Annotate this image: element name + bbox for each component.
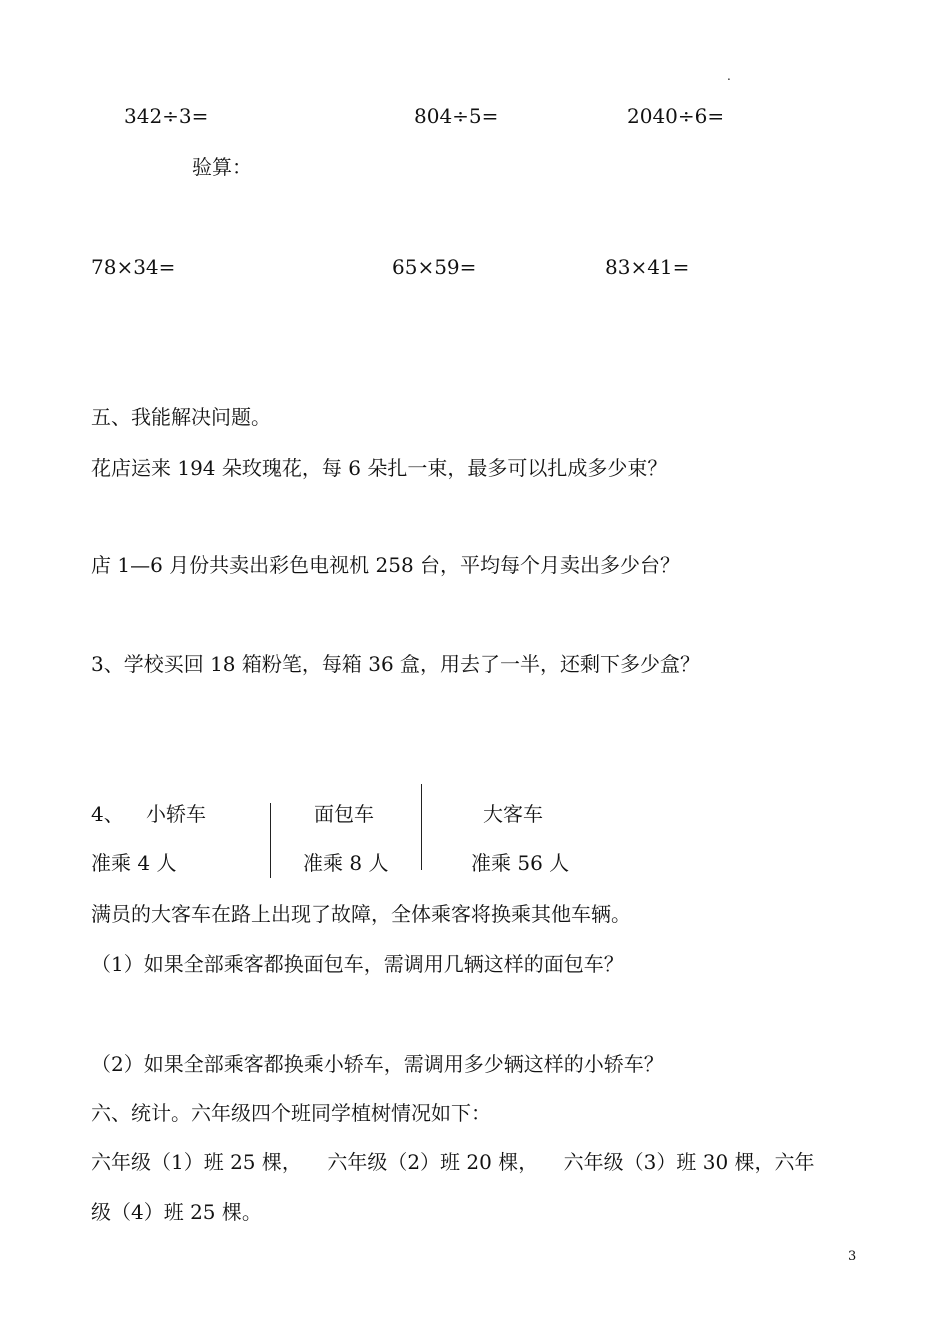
multiplication-problem-1: 78×34=	[91, 255, 176, 279]
division-problem-2: 804÷5=	[414, 104, 499, 128]
question-3: 3、学校买回 18 箱粉笔，每箱 36 盒，用去了一半，还剩下多少盒？	[91, 652, 701, 676]
section5-heading: 五、我能解决问题。	[91, 405, 271, 429]
vehicle-van-capacity: 准乘 8 人	[303, 851, 389, 875]
vehicle-car-name: 小轿车	[146, 802, 206, 826]
vehicle-bus-name: 大客车	[483, 802, 543, 826]
question-4-sub-2: （2）如果全部乘客都换乘小轿车，需调用多少辆这样的小轿车？	[91, 1052, 664, 1076]
division-problem-1: 342÷3=	[124, 104, 209, 128]
question-1: 花店运来 194 朵玫瑰花，每 6 朵扎一束，最多可以扎成多少束？	[91, 456, 668, 480]
vehicle-divider-2	[421, 784, 422, 870]
vehicle-bus-capacity: 准乘 56 人	[471, 851, 570, 875]
multiplication-problem-3: 83×41=	[605, 255, 690, 279]
multiplication-problem-2: 65×59=	[392, 255, 477, 279]
division-problem-3: 2040÷6=	[627, 104, 725, 128]
corner-mark: .	[727, 69, 731, 83]
vehicle-van-name: 面包车	[314, 802, 374, 826]
question-4-statement: 满员的大客车在路上出现了故障，全体乘客将换乘其他车辆。	[91, 902, 631, 926]
question-4-number: 4、	[91, 802, 124, 826]
check-label: 验算：	[192, 155, 252, 179]
section6-line-2: 级（4）班 25 棵。	[91, 1200, 262, 1224]
question-4-sub-1: （1）如果全部乘客都换面包车，需调用几辆这样的面包车？	[91, 952, 624, 976]
page-number: 3	[848, 1249, 857, 1264]
vehicle-car-capacity: 准乘 4 人	[91, 851, 177, 875]
section6-heading: 六、统计。六年级四个班同学植树情况如下：	[91, 1101, 491, 1125]
vehicle-divider-1	[270, 803, 271, 878]
question-2: 店 1—6 月份共卖出彩色电视机 258 台，平均每个月卖出多少台？	[91, 553, 681, 577]
section6-line-1: 六年级（1）班 25 棵， 六年级（2）班 20 棵， 六年级（3）班 30 棵，六年	[91, 1150, 815, 1174]
